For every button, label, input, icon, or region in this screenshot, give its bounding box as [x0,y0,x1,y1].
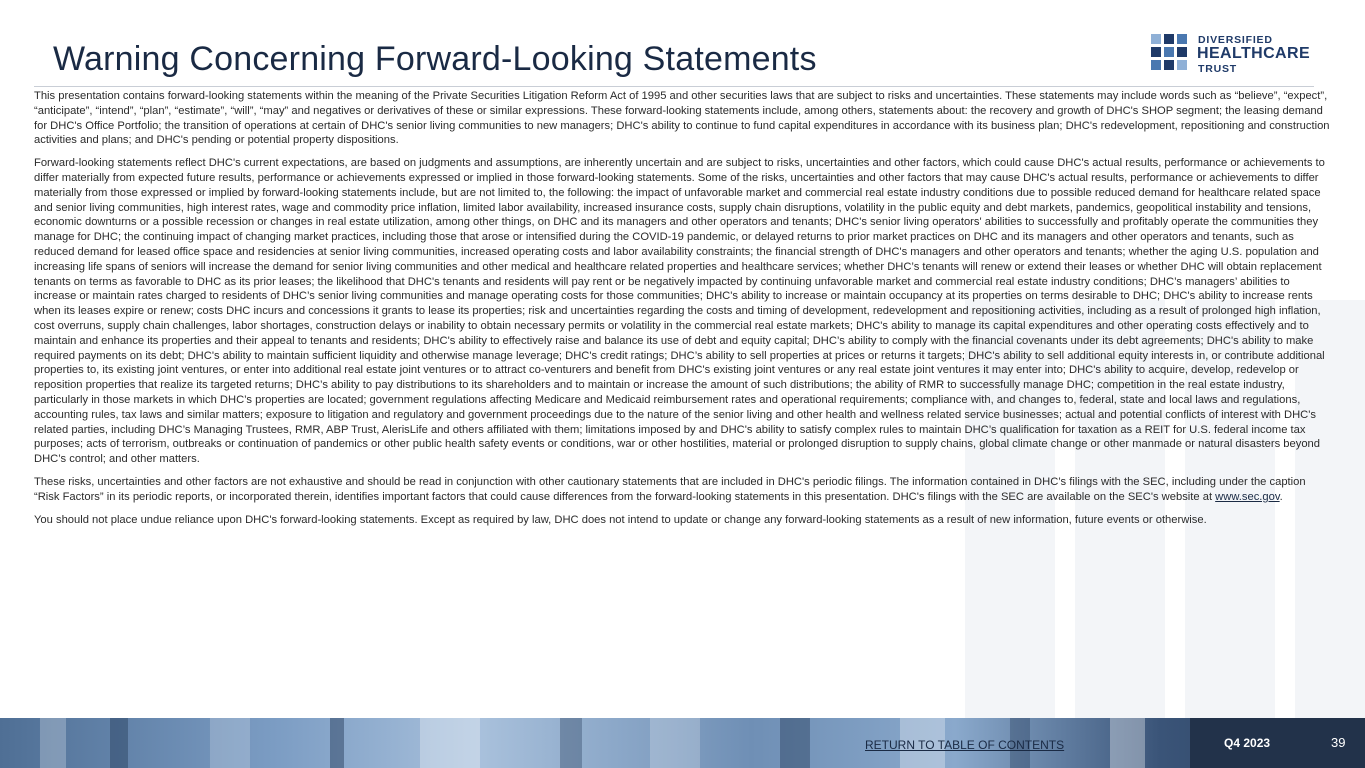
paragraph-risk-factors: Forward-looking statements reflect DHC's current expectations, are based on judgments and assumptions, are inherently uncertain and are subject to risks, uncertainties and other factors, which could cause DHC's actual results, performance or achievements to differ materially from expected future results, performance or achievements expressed or implied in those forward-looking statements. Some of the risks, uncertainties and other factors that may cause DHC's actual results, performance or achievements to differ materially from those expressed or implied by forward-looking statements include, but are not limited to, the following: the impact of unfavorable market and commercial real estate industry conditions due to possible reduced demand for healthcare related space and senior living communities, high interest rates, wage and commodity price inflation, limited labor availability, increased insurance costs, supply chain disruptions, volatility in the public equity and debt markets, pandemics, geopolitical instability and tensions, economic downturns or a possible recession or changes in real estate utilization, among other things, on DHC and its managers and other operators and tenants; DHC's senior living operators' abilities to successfully and profitably operate the communities they manage for DHC; the continuing impact of changing market practices, including those that arose or intensified during the COVID-19 pandemic, or delayed returns to prior market practices on DHC and its managers and other operators and tenants, such as reduced demand for leased office space and residencies at senior living communities, increased operating costs and labor availability constraints; the financial strength of DHC's managers and other operators and tenants; whether the aging U.S. population and increasing life spans of seniors will increase the demand for senior living communities and other medical and healthcare related properties and healthcare services; whether DHC’s tenants will renew or extend their leases or whether DHC will obtain replacement tenants on terms as favorable to DHC as its prior leases; the likelihood that DHC's tenants and residents will pay rent or be negatively impacted by continuing unfavorable market and commercial real estate industry conditions; DHC’s managers’ abilities to increase or maintain rates charged to residents of DHC’s senior living communities and manage operating costs for those communities; DHC's ability to increase or maintain occupancy at its properties on terms desirable to DHC; DHC's ability to increase rents when its leases expire or renew; costs DHC incurs and concessions it grants to lease its properties; risk and uncertainties regarding the costs and timing of development, redevelopment and repositioning activities, including as a result of prolonged high inflation, cost overruns, supply chain challenges, labor shortages, construction delays or inability to obtain necessary permits or volatility in the commercial real estate markets; DHC's ability to manage its capital expenditures and other operating costs effectively and to maintain and enhance its properties and their appeal to tenants and residents; DHC's ability to effectively raise and balance its use of debt and equity capital; DHC’s ability to comply with the financial covenants under its debt agreements; DHC's ability to make required payments on its debt; DHC's ability to maintain sufficient liquidity and otherwise manage leverage; DHC's credit ratings; DHC’s ability to sell properties at prices or returns it targets; DHC's ability to sell additional equity interests in, or contribute additional properties to, its existing joint ventures, or enter into additional real estate joint ventures or to attract co-venturers and benefit from DHC's existing joint ventures or any real estate joint ventures it may enter into; DHC's ability to acquire, develop, redevelop or reposition properties that realize its targeted returns; DHC’s ability to pay distributions to its shareholders and to maintain or increase the amount of such distributions; the ability of RMR to successfully manage DHC; competition in the real estate industry, particularly in those markets in which DHC’s properties are located; government regulations affecting Medicare and Medicaid reimbursement rates and operational requirements; compliance with, and changes to, federal, state and local laws and regulations, accounting rules, tax laws and similar matters; exposure to litigation and regulatory and government proceedings due to the nature of the senior living and other health and wellness related service businesses; actual and potential conflicts of interest with DHC's related parties, including DHC’s Managing Trustees, RMR, ABP Trust, AlerisLife and others affiliated with them; limitations imposed by and DHC's ability to satisfy complex rules to maintain DHC’s qualification for taxation as a REIT for U.S. federal income tax purposes; acts of terrorism, outbreaks or continuation of pandemics or other public health safety events or conditions, war or other hostilities, material or prolonged disruption to supply chains, global climate change or other manmade or natural disasters beyond DHC’s control; and other matters. [34,157,1325,466]
page-number: 39 [1331,735,1346,750]
disclaimer-body [34,89,1330,535]
logo-text-line1: DIVERSIFIED [1198,34,1273,46]
company-logo [1151,34,1321,76]
paragraph-sec-filings [34,475,1330,505]
title-divider [34,86,1314,87]
paragraph-intro: This presentation contains forward-looking statements within the meaning of the Private Securities Litigation Reform Act of 1995 and other securities laws that are subject to risks and uncertainties. These statements may include words such as “believe”, “expect”, “anticipate”, “intend”, “plan”, “estimate”, “will”, “may” and negatives or derivatives of these or similar expressions. These forward-looking statements include, among others, statements about: the recovery and growth of DHC's SHOP segment; the leasing demand for DHC's Office Portfolio; the transition of operations at certain of DHC's senior living communities to new managers; DHC's ability to continue to fund capital expenditures in accordance with its business plan; DHC's redevelopment, repositioning and construction activities and plans; and DHC's pending or potential property dispositions. [34,90,1330,147]
return-to-toc-link[interactable]: RETURN TO TABLE OF CONTENTS [865,738,1065,752]
paragraph-sec-text: These risks, uncertainties and other factors are not exhaustive and should be read in conjunction with other cautionary statements that are included in DHC's periodic filings. The information contained in DHC’s filings with the SEC, including under the caption “Risk Factors” in its periodic reports, or incorporated therein, identifies important factors that could cause differences from the forward-looking statements in this presentation. DHC's filings with the SEC are available on the SEC's website at [34,475,1306,503]
paragraph-undue-reliance: You should not place undue reliance upon DHC's forward-looking statements. Except as required by law, DHC does not intend to update or change any forward-looking statements as a result of new information, future events or otherwise. [34,513,1207,526]
sec-website-link[interactable]: www.sec.gov [1215,490,1280,503]
logo-mark-icon [1151,34,1189,72]
page-title: Warning Concerning Forward-Looking Statements [53,40,817,78]
footer-image-band [0,718,1365,768]
logo-text-line3: TRUST [1198,63,1237,75]
quarter-label: Q4 2023 [1224,736,1271,750]
paragraph-sec-end: . [1279,490,1283,503]
logo-text-line2: HEALTHCARE [1197,45,1311,62]
